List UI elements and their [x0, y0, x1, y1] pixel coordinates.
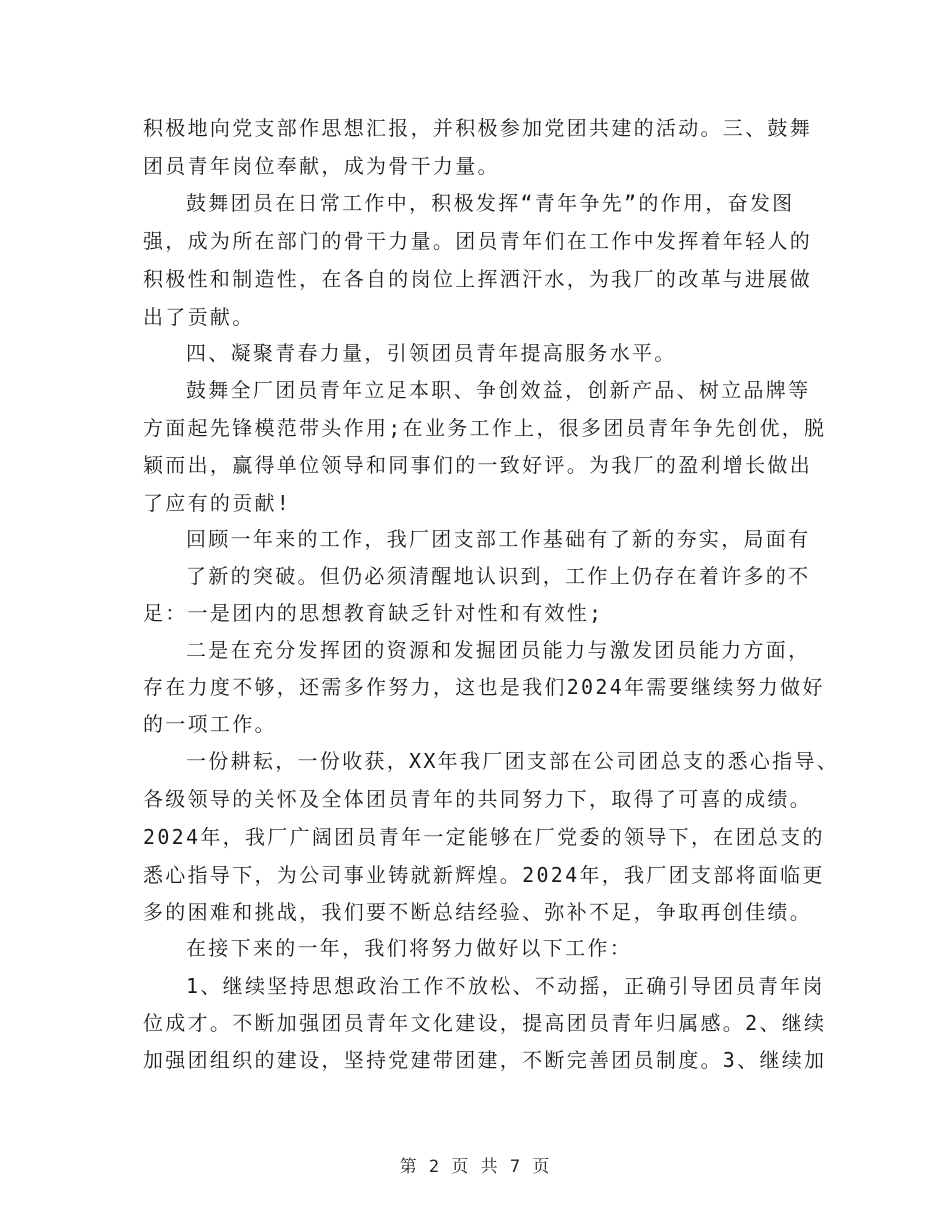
text-line: 的一项工作。 — [143, 712, 277, 736]
text-line: 颖而出，赢得单位领导和同事们的一致好评。为我厂的盈利增长做出 — [143, 453, 812, 477]
text-line: 足：一是团内的思想教育缺乏针对性和有效性; — [143, 601, 604, 625]
text-line: 在接下来的一年，我们将努力做好以下工作： — [186, 936, 632, 960]
text-line: 悉心指导下，为公司事业铸就新辉煌。2024年，我厂团支部将面临更 — [143, 863, 825, 887]
text-line: 存在力度不够，还需多作努力，这也是我们2024年需要继续努力做好 — [143, 675, 825, 699]
text-line: 各级领导的关怀及全体团员青年的共同努力下，取得了可喜的成绩。 — [143, 787, 812, 811]
text-line: 加强团组织的建设，坚持党建带团建，不断完善团员制度。3、继续加 — [143, 1048, 827, 1072]
text-line: 了应有的贡献! — [143, 491, 292, 515]
text-line: 积极性和制造性，在各自的岗位上挥洒汗水，为我厂的改革与进展做 — [143, 267, 812, 291]
text-line: 位成才。不断加强团员青年文化建设，提高团员青年归属感。2、继续 — [143, 1011, 827, 1035]
text-line: 出了贡献。 — [143, 305, 255, 329]
text-line: 1、继续坚持思想政治工作不放松、不动摇，正确引导团员青年岗 — [186, 974, 825, 998]
text-line: 多的困难和挑战，我们要不断总结经验、弥补不足，争取再创佳绩。 — [143, 900, 812, 924]
text-line: 强，成为所在部门的骨干力量。团员青年们在工作中发挥着年轻人的 — [143, 229, 812, 253]
text-line: 二是在充分发挥团的资源和发掘团员能力与激发团员能力方面， — [186, 638, 811, 662]
page-footer: 第 2 页 共 7 页 — [399, 1157, 551, 1177]
text-line: 团员青年岗位奉献，成为骨干力量。 — [143, 154, 500, 178]
text-line: 鼓舞全厂团员青年立足本职、争创效益，创新产品、树立品牌等 — [186, 378, 811, 402]
text-line: 了新的突破。但仍必须清醒地认识到，工作上仍存在着许多的不 — [186, 564, 811, 588]
text-line: 2024年，我厂广阔团员青年一定能够在厂党委的领导下，在团总支的 — [143, 825, 825, 849]
text-line: 积极地向党支部作思想汇报，并积极参加党团共建的活动。三、鼓舞 — [143, 116, 812, 140]
text-line: 鼓舞团员在日常工作中，积极发挥“青年争先”的作用，奋发图 — [186, 191, 795, 215]
text-line: 方面起先锋模范带头作用;在业务工作上，很多团员青年争先创优，脱 — [143, 416, 827, 440]
text-line: 四、凝聚青春力量，引领团员青年提高服务水平。 — [186, 341, 677, 365]
text-line: 一份耕耘，一份收获，XX年我厂团支部在公司团总支的悉心指导、 — [186, 749, 840, 773]
text-line: 回顾一年来的工作，我厂团支部工作基础有了新的夯实，局面有 — [186, 527, 811, 551]
